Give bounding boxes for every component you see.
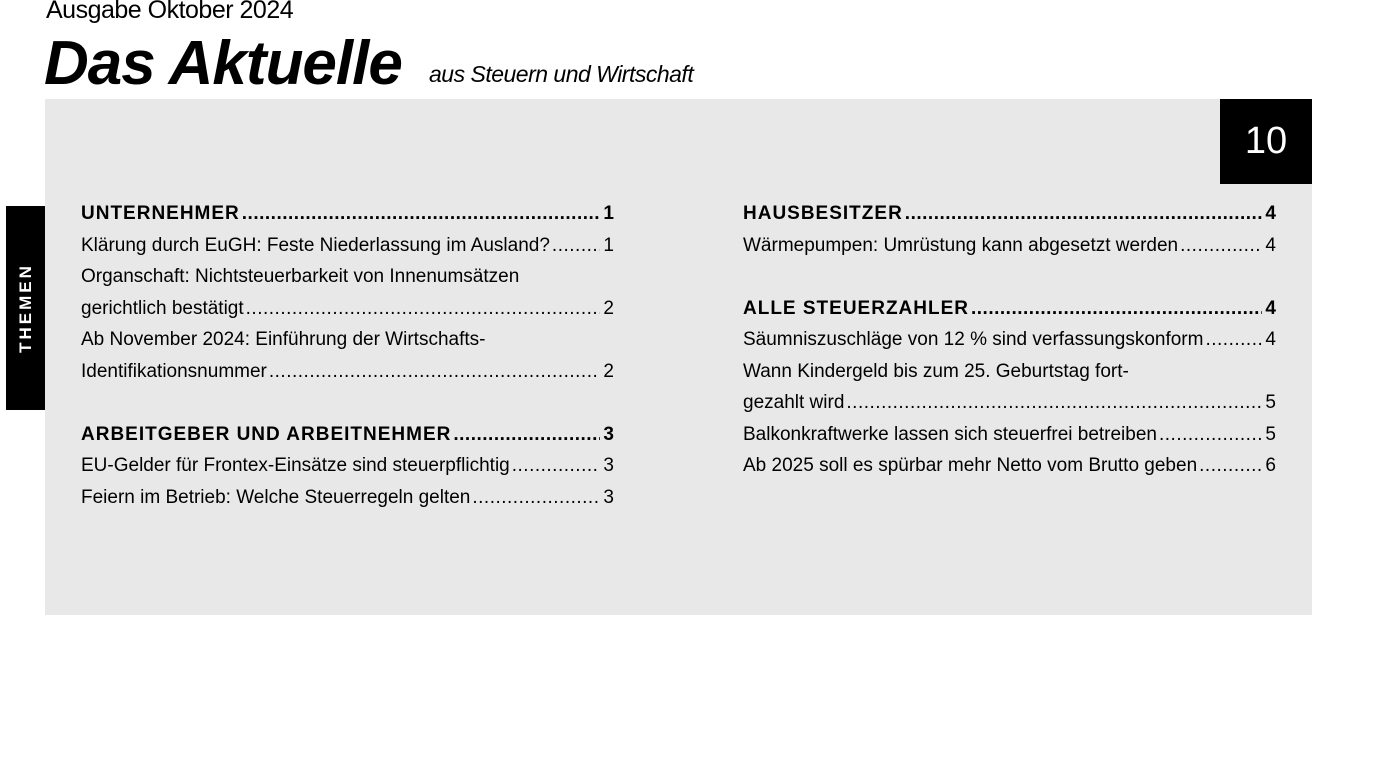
toc-entry-text: gezahlt wird xyxy=(743,392,845,413)
page-number: 3 xyxy=(603,423,614,445)
dot-leader xyxy=(269,356,601,388)
toc-entry-text: EU-Gelder für Frontex-Einsätze sind steuerpflichtig xyxy=(81,455,510,476)
page-number: 3 xyxy=(603,486,614,508)
section-spacer xyxy=(81,387,614,419)
dot-leader xyxy=(905,198,1263,230)
toc-left-column xyxy=(81,198,614,513)
toc-entry-text: Organschaft: Nichtsteuerbarkeit von Innenumsätzen xyxy=(81,266,520,287)
side-tab-label: THEMEN xyxy=(15,263,35,353)
toc-entry-line xyxy=(81,324,614,356)
issue-number-badge xyxy=(1220,99,1312,184)
dot-leader xyxy=(1180,230,1262,262)
dot-leader xyxy=(472,482,600,514)
dot-leader xyxy=(1205,324,1262,356)
publication-subtitle: aus Steuern und Wirtschaft xyxy=(429,61,694,87)
section-spacer xyxy=(743,261,1276,293)
toc-entry-line xyxy=(81,261,614,293)
toc-right-column xyxy=(743,198,1276,482)
issue-number: 10 xyxy=(1244,120,1288,162)
page-number: 4 xyxy=(1265,329,1276,350)
toc-entry-line xyxy=(81,450,614,482)
dot-leader xyxy=(453,419,600,451)
page-number: 5 xyxy=(1265,423,1276,445)
page-number: 4 xyxy=(1265,234,1276,256)
section-heading-text: ARBEITGEBER UND ARBEITNEHMER xyxy=(81,423,452,445)
section-heading-text: ALLE STEUERZAHLER xyxy=(743,297,969,319)
toc-entry-line xyxy=(81,230,614,262)
toc-entry-text: Ab 2025 soll es spürbar mehr Netto vom Brutto geben xyxy=(743,455,1198,476)
dot-leader xyxy=(552,230,601,262)
page-number: 4 xyxy=(1265,297,1276,319)
section-heading-text: HAUSBESITZER xyxy=(743,203,903,224)
toc-entry-text: gerichtlich bestätigt xyxy=(81,297,244,319)
toc-entry-line xyxy=(81,482,614,514)
page-number: 3 xyxy=(603,455,614,476)
section-heading xyxy=(81,419,614,451)
toc-entry-text: Identifikationsnummer xyxy=(81,360,267,382)
page-number: 1 xyxy=(603,234,614,256)
toc-entry-line xyxy=(743,324,1276,356)
toc-entry-line xyxy=(81,356,614,388)
toc-entry-text: Klärung durch EuGH: Feste Niederlassung im Ausland? xyxy=(81,234,550,256)
section-heading xyxy=(743,198,1276,230)
section-heading xyxy=(743,293,1276,325)
toc-entry-text: Balkonkraftwerke lassen sich steuerfrei betreiben xyxy=(743,423,1157,445)
dot-leader xyxy=(242,198,601,230)
dot-leader xyxy=(512,450,601,482)
section-heading xyxy=(81,198,614,230)
toc-entry-line xyxy=(81,293,614,325)
dot-leader xyxy=(246,293,601,325)
dot-leader xyxy=(846,387,1262,419)
page-number: 5 xyxy=(1265,392,1276,413)
toc-entry-text: Ab November 2024: Einführung der Wirtschafts- xyxy=(81,329,486,350)
toc-entry-line xyxy=(743,450,1276,482)
page-number: 1 xyxy=(603,203,614,224)
toc-entry-text: Säumniszuschläge von 12 % sind verfassungskonform xyxy=(743,329,1204,350)
page-number: 4 xyxy=(1265,203,1276,224)
page-number: 2 xyxy=(603,297,614,319)
toc-entry-text: Wann Kindergeld bis zum 25. Geburtstag fort- xyxy=(743,360,1129,382)
page-number: 6 xyxy=(1265,455,1276,476)
publication-title: Das Aktuelle xyxy=(44,29,402,98)
dot-leader xyxy=(1159,419,1262,451)
section-heading-text: UNTERNEHMER xyxy=(81,203,240,224)
toc-entry-line xyxy=(743,419,1276,451)
edition-label: Ausgabe Oktober 2024 xyxy=(46,0,294,24)
dot-leader xyxy=(971,293,1262,325)
dot-leader xyxy=(1199,450,1262,482)
toc-entry-text: Feiern im Betrieb: Welche Steuerregeln gelten xyxy=(81,486,471,508)
toc-entry-line xyxy=(743,230,1276,262)
themen-side-tab xyxy=(6,206,45,410)
toc-entry-text: Wärmepumpen: Umrüstung kann abgesetzt werden xyxy=(743,234,1179,256)
toc-entry-line xyxy=(743,356,1276,388)
page-number: 2 xyxy=(603,360,614,382)
toc-entry-line xyxy=(743,387,1276,419)
